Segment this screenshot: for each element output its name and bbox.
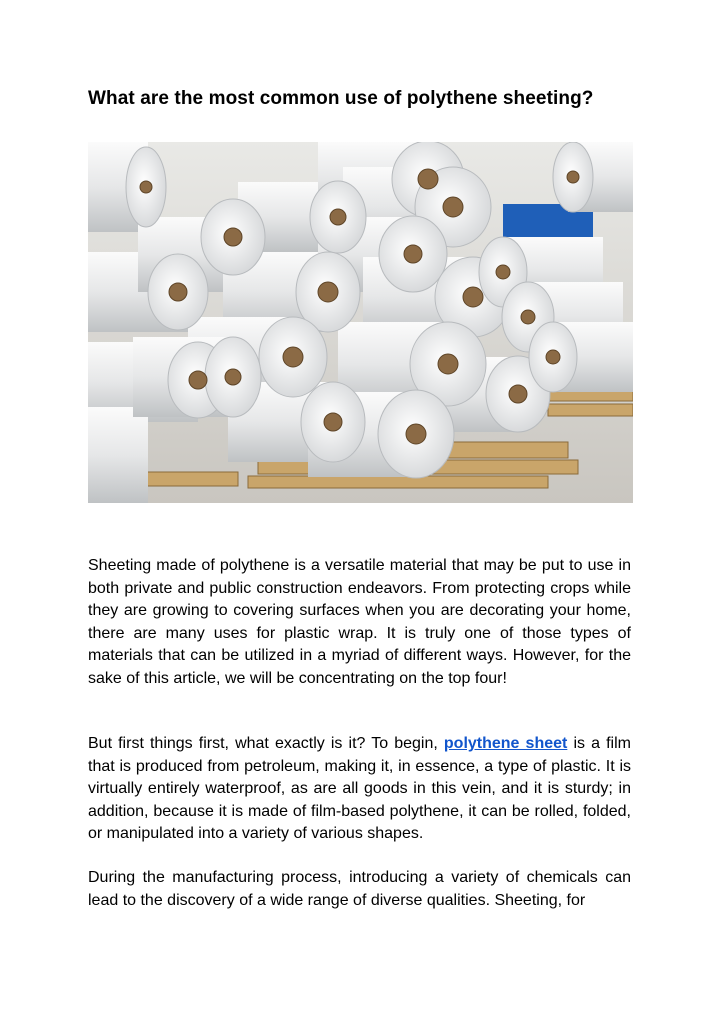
paragraph-intro: Sheeting made of polythene is a versatile material that may be put to use in both private and public construction endeavors. From protecting crops while they are growing to covering surfaces when you are decorating your home, there are many uses for plastic wrap. It is truly one of those types of materials that can be utilized in a myriad of different ways. However, for the sake of this article, we will be concentrating on the top four! <box>88 557 631 687</box>
polythene-rolls-photo <box>88 142 633 503</box>
paragraph-definition <box>88 733 631 846</box>
paragraph-definition-end: is a film that is produced from petroleum, making it, in essence, a type of plastic. It is virtually entirely waterproof, as are all goods in this vein, and it is sturdy; in addition, because it is made of film-based polythene, it can be rolled, folded, or manipulated into a variety of various shapes. <box>88 735 631 843</box>
page-title: What are the most common use of polythene sheeting? <box>88 88 594 109</box>
paragraph-manufacturing: During the manufacturing process, introducing a variety of chemicals can lead to the discovery of a wide range of diverse qualities. Sheeting, for <box>88 869 631 909</box>
paragraph-definition-start: But first things first, what exactly is it? To begin, <box>88 735 438 752</box>
polythene-sheet-link[interactable]: polythene sheet <box>443 735 568 752</box>
